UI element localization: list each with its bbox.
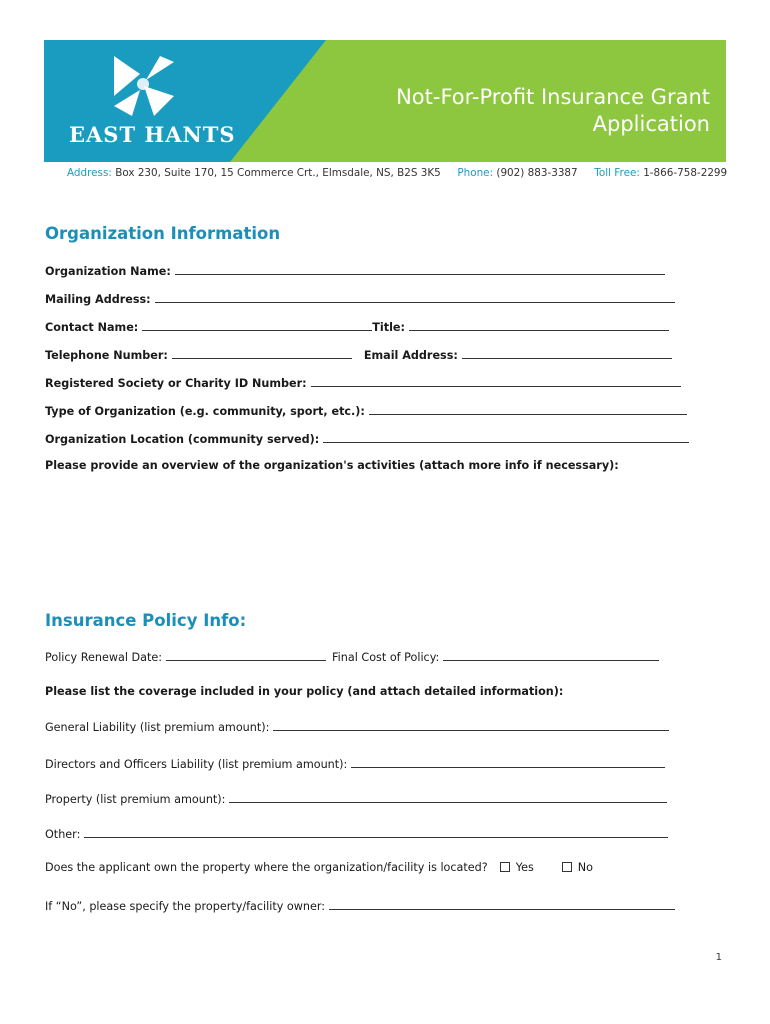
- tollfree-value: 1-866-758-2299: [643, 167, 728, 179]
- org-name-label: Organization Name:: [45, 265, 171, 278]
- contact-name-label: Contact Name:: [45, 321, 139, 334]
- telephone-field[interactable]: [172, 347, 352, 359]
- email-label: Email Address:: [363, 349, 458, 362]
- property-row: [45, 791, 667, 805]
- directors-field[interactable]: [351, 756, 665, 768]
- other-label: Other:: [45, 828, 81, 841]
- property-field[interactable]: [229, 791, 667, 803]
- phone-email-row: [45, 347, 672, 361]
- title-line-1: Not-For-Profit Insurance Grant: [396, 85, 710, 109]
- final-cost-field[interactable]: [443, 649, 659, 661]
- email-field[interactable]: [462, 347, 672, 359]
- no-checkbox[interactable]: [562, 862, 572, 872]
- renewal-row: [45, 649, 659, 663]
- society-field[interactable]: [311, 375, 681, 387]
- directors-row: [45, 756, 665, 770]
- logo-text: EAST HANTS: [69, 122, 236, 147]
- other-row: [45, 826, 668, 840]
- mailing-label: Mailing Address:: [45, 293, 151, 306]
- owner-field[interactable]: [329, 898, 675, 910]
- page-title: [350, 84, 710, 138]
- contact-line: [67, 167, 727, 179]
- mailing-row: [45, 291, 675, 305]
- address-value: Box 230, Suite 170, 15 Commerce Crt., Elmsdale, NS, B2S 3K5: [115, 167, 441, 179]
- owner-label: If “No”, please specify the property/facility owner:: [45, 900, 326, 913]
- other-field[interactable]: [84, 826, 668, 838]
- mailing-field[interactable]: [155, 291, 675, 303]
- phone-value: (902) 883-3387: [496, 167, 578, 179]
- title-label: Title:: [372, 321, 405, 334]
- org-name-row: [45, 263, 665, 277]
- type-field[interactable]: [369, 403, 687, 415]
- location-label: Organization Location (community served):: [45, 433, 320, 446]
- address-label: Address:: [67, 167, 112, 179]
- directors-label: Directors and Officers Liability (list premium amount):: [45, 758, 348, 771]
- tollfree-label: Toll Free:: [594, 167, 640, 179]
- yes-checkbox[interactable]: [500, 862, 510, 872]
- page-number: 1: [715, 952, 722, 963]
- location-field[interactable]: [323, 431, 689, 443]
- renewal-field[interactable]: [166, 649, 326, 661]
- society-row: [45, 375, 681, 389]
- org-name-field[interactable]: [175, 263, 665, 275]
- own-property-question: Does the applicant own the property where the organization/facility is located?: [45, 861, 488, 874]
- org-section-heading: Organization Information: [45, 224, 281, 243]
- general-liability-field[interactable]: [273, 719, 669, 731]
- title-line-2: Application: [592, 112, 710, 136]
- contact-row: [45, 319, 669, 333]
- no-label: No: [577, 861, 594, 874]
- renewal-label: Policy Renewal Date:: [45, 651, 163, 664]
- telephone-label: Telephone Number:: [45, 349, 168, 362]
- general-liability-row: [45, 719, 669, 733]
- general-liability-label: General Liability (list premium amount):: [45, 721, 270, 734]
- coverage-prompt: Please list the coverage included in your policy (and attach detailed information):: [45, 685, 564, 698]
- yes-label: Yes: [515, 861, 534, 874]
- insurance-section-heading: Insurance Policy Info:: [45, 611, 247, 630]
- owner-row: [45, 898, 675, 912]
- overview-prompt: Please provide an overview of the organization's activities (attach more info if necessary):: [45, 459, 619, 472]
- society-label: Registered Society or Charity ID Number:: [45, 377, 307, 390]
- header-banner: [44, 40, 726, 162]
- own-property-row: [45, 861, 593, 875]
- location-row: [45, 431, 689, 445]
- contact-name-field[interactable]: [142, 319, 372, 331]
- phone-label: Phone:: [457, 167, 494, 179]
- title-field[interactable]: [409, 319, 669, 331]
- property-label: Property (list premium amount):: [45, 793, 226, 806]
- final-cost-label: Final Cost of Policy:: [332, 651, 440, 664]
- type-row: [45, 403, 687, 417]
- type-label: Type of Organization (e.g. community, sport, etc.):: [45, 405, 365, 418]
